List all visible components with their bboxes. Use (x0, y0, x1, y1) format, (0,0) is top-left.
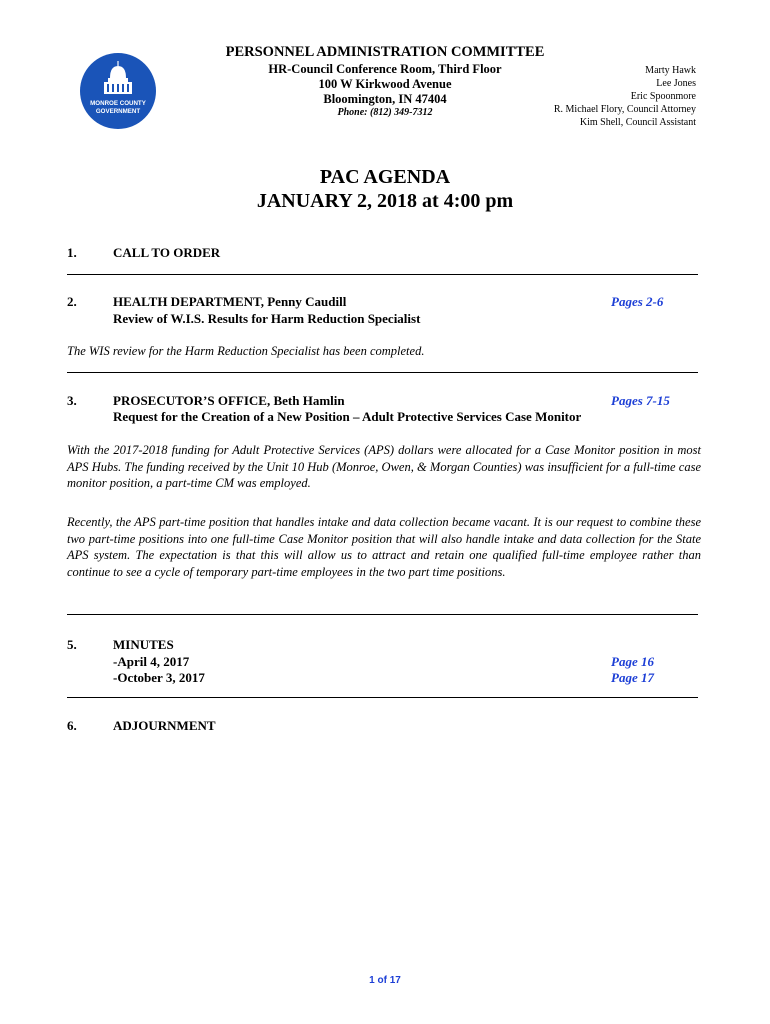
agenda-date: JANUARY 2, 2018 at 4:00 pm (256, 190, 514, 212)
address-line-2: 100 W Kirkwood Avenue (318, 77, 452, 91)
address-line-3: Bloomington, IN 47404 (323, 92, 447, 106)
section-divider (67, 614, 698, 615)
item-heading-adjournment: ADJOURNMENT (113, 718, 216, 733)
item-subheading-prosecutor: Request for the Creation of a New Position – Adult Protective Services Case Monitor (113, 409, 582, 424)
item-paragraph-1: With the 2017-2018 funding for Adult Protective Services (APS) dollars were allocated for a Case Monitor position in most APS Hubs. The funding received by the Unit 10 Hub (Monroe, Owen, & Morgan Counties) was insufficient for a full-time case monitor position, a part-time CM was employed. (67, 443, 701, 490)
item-number: 5. (67, 637, 77, 652)
county-logo (80, 53, 156, 129)
committee-name: PERSONNEL ADMINISTRATION COMMITTEE (225, 44, 545, 60)
page-indicator: 1 of 17 (369, 975, 401, 986)
section-divider (67, 372, 698, 373)
minutes-date: -October 3, 2017 (113, 670, 205, 685)
member: Marty Hawk (645, 65, 696, 76)
item-subheading-health: Review of W.I.S. Results for Harm Reduction Specialist (113, 311, 421, 326)
pages-link-prosecutor[interactable]: Pages 7-15 (611, 393, 670, 408)
item-number: 6. (67, 718, 77, 733)
item-number: 2. (67, 294, 77, 309)
courthouse-icon (80, 53, 156, 129)
item-number: 1. (67, 245, 77, 260)
members-list (554, 64, 696, 129)
item-number: 3. (67, 393, 77, 408)
phone-number: Phone: (812) 349-7312 (337, 107, 433, 118)
logo-text-line2: GOVERNMENT (95, 108, 141, 115)
minutes-date: -April 4, 2017 (113, 654, 190, 669)
item-heading-minutes: MINUTES (113, 637, 174, 652)
section-divider (67, 697, 698, 698)
agenda-title: PAC AGENDA (319, 166, 451, 188)
member: Eric Spoonmore (630, 91, 696, 102)
address-line-1: HR-Council Conference Room, Third Floor (268, 62, 502, 76)
item-heading-prosecutor: PROSECUTOR’S OFFICE, Beth Hamlin (113, 393, 345, 408)
member: Kim Shell, Council Assistant (579, 117, 696, 128)
item-heading-call-to-order: CALL TO ORDER (113, 245, 221, 260)
pages-link-minutes[interactable]: Page 16 (611, 654, 654, 669)
item-heading-health: HEALTH DEPARTMENT, Penny Caudill (113, 294, 347, 309)
member: Lee Jones (656, 78, 696, 89)
item-paragraph-2: Recently, the APS part-time position that handles intake and data collection became vacant. It is our request to combine these two part-time positions into one full-time Case Monitor position that will also handle intake and data collection for the State APS system. The expectation is that this will allow us to attract and retain one qualified full-time employee rather than continue to see a cycle of temporary part-time employees in the two part time positions. (67, 515, 701, 579)
section-divider (67, 274, 698, 275)
item-note-health: The WIS review for the Harm Reduction Specialist has been completed. (67, 344, 425, 358)
pages-link-minutes[interactable]: Page 17 (611, 670, 654, 685)
pages-link-health[interactable]: Pages 2-6 (611, 294, 664, 309)
member: R. Michael Flory, Council Attorney (553, 104, 696, 115)
logo-text-line1: MONROE COUNTY (90, 100, 146, 107)
